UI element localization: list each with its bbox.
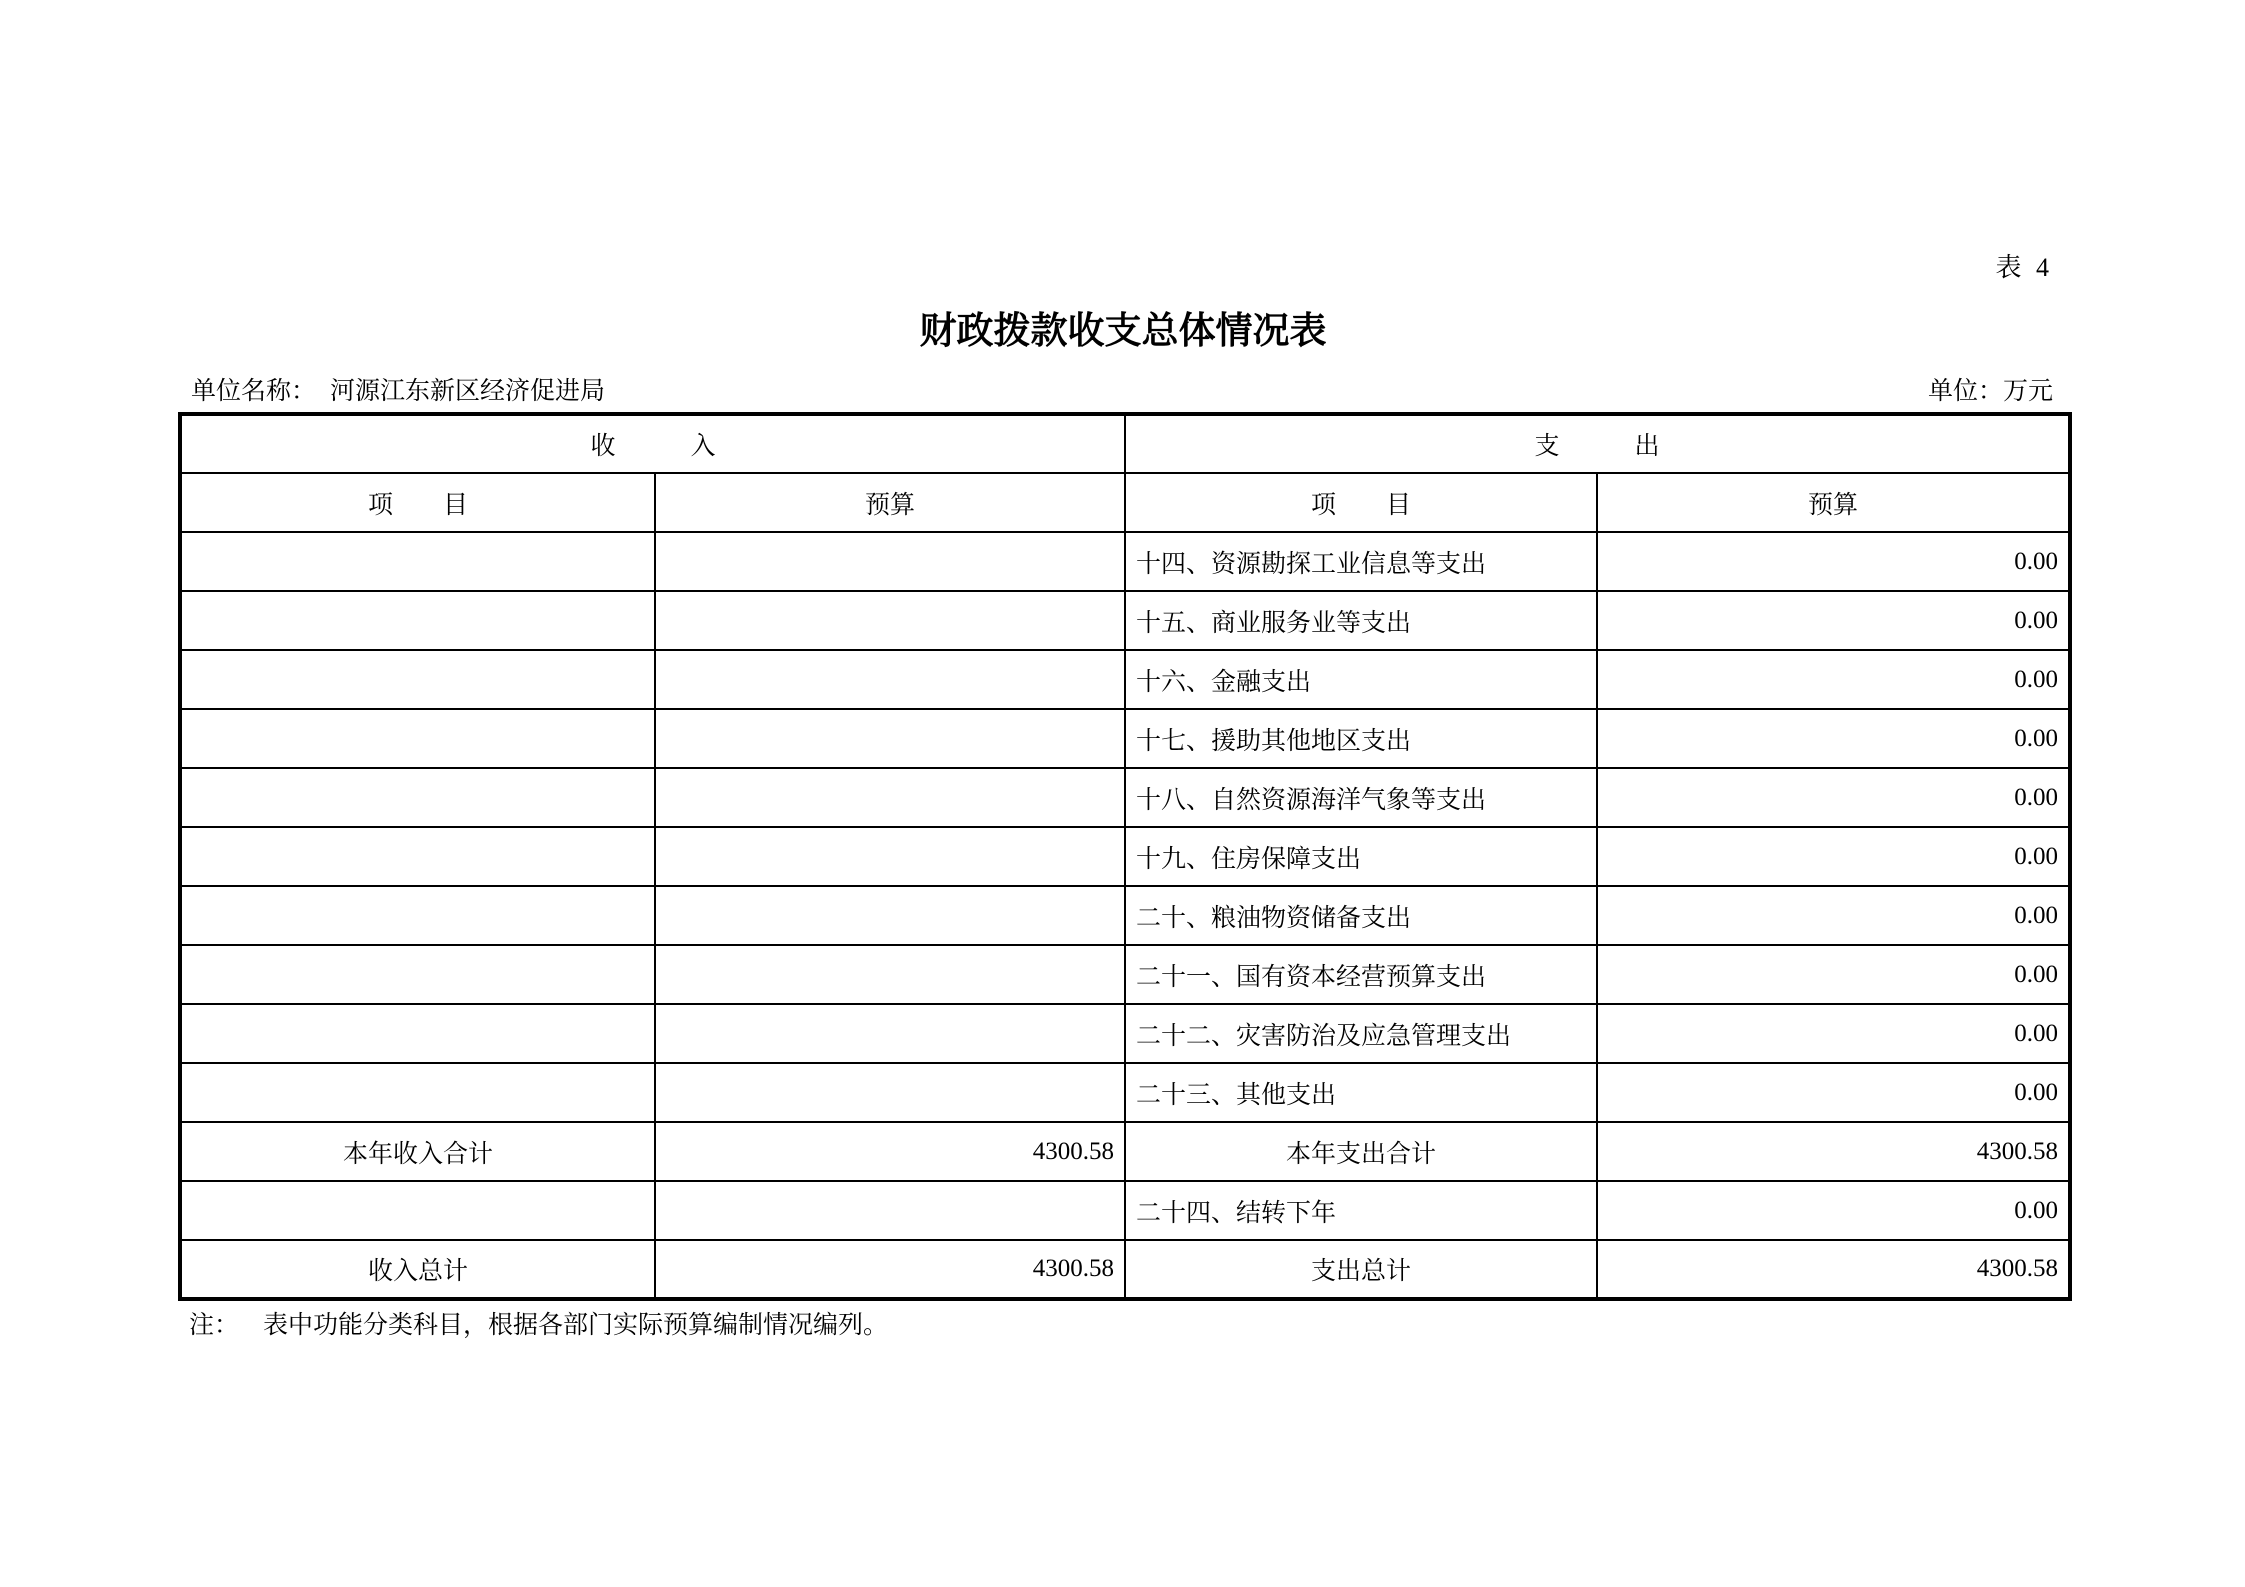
income-item-cell: [180, 945, 655, 1004]
expense-budget-cell: 0.00: [1597, 768, 2070, 827]
income-item-cell: [180, 532, 655, 591]
table-row: [180, 1004, 2070, 1063]
expense-grand-total-label: 支出总计: [1125, 1240, 1597, 1299]
expense-budget-cell: 0.00: [1597, 945, 2070, 1004]
income-budget-cell: [655, 886, 1125, 945]
expense-item-cell: 十七、援助其他地区支出: [1125, 709, 1597, 768]
expense-item-cell: 十四、资源勘探工业信息等支出: [1125, 532, 1597, 591]
income-total-value: 4300.58: [655, 1122, 1125, 1181]
expense-section-header: 支 出: [1125, 414, 2070, 473]
expense-budget-cell: 0.00: [1597, 827, 2070, 886]
income-item-header: 项 目: [180, 473, 655, 532]
table-row: [180, 827, 2070, 886]
income-budget-cell: [655, 591, 1125, 650]
expense-item-cell: 二十一、国有资本经营预算支出: [1125, 945, 1597, 1004]
income-budget-cell: [655, 650, 1125, 709]
expense-budget-cell: 0.00: [1597, 709, 2070, 768]
income-budget-cell: [655, 709, 1125, 768]
table-row: [180, 532, 2070, 591]
expense-item-cell: 二十、粮油物资储备支出: [1125, 886, 1597, 945]
carryover-value-cell: 0.00: [1597, 1181, 2070, 1240]
expense-budget-cell: 0.00: [1597, 591, 2070, 650]
expense-budget-header: 预算: [1597, 473, 2070, 532]
footnote-text: 表中功能分类科目，根据各部门实际预算编制情况编列。: [263, 1312, 889, 1339]
footnote: [189, 1305, 888, 1341]
income-budget-header: 预算: [655, 473, 1125, 532]
expense-item-cell: 二十三、其他支出: [1125, 1063, 1597, 1122]
carryover-row: [180, 1181, 2070, 1240]
expense-total-value: 4300.58: [1597, 1122, 2070, 1181]
income-item-cell: [180, 886, 655, 945]
grand-total-row: [180, 1240, 2070, 1299]
income-budget-cell: [655, 1181, 1125, 1240]
expense-budget-cell: 0.00: [1597, 886, 2070, 945]
income-item-cell: [180, 1004, 655, 1063]
expense-total-label: 本年支出合计: [1125, 1122, 1597, 1181]
unit-name-value: 河源江东新区经济促进局: [330, 378, 606, 405]
meta-row: [191, 371, 2053, 407]
expense-item-header: 项 目: [1125, 473, 1597, 532]
income-budget-cell: [655, 945, 1125, 1004]
income-section-header: 收 入: [180, 414, 1125, 473]
income-item-cell: [180, 1181, 655, 1240]
expense-item-cell: 十九、住房保障支出: [1125, 827, 1597, 886]
table-header-row-2: [180, 473, 2070, 532]
income-budget-cell: [655, 768, 1125, 827]
income-grand-total-label: 收入总计: [180, 1240, 655, 1299]
income-budget-cell: [655, 1063, 1125, 1122]
footnote-label: 注：: [189, 1312, 240, 1339]
annual-total-row: [180, 1122, 2070, 1181]
table-header-row-1: [180, 414, 2070, 473]
expense-item-cell: 二十二、灾害防治及应急管理支出: [1125, 1004, 1597, 1063]
expense-item-cell: 十五、商业服务业等支出: [1125, 591, 1597, 650]
income-item-cell: [180, 709, 655, 768]
expense-item-cell: 十六、金融支出: [1125, 650, 1597, 709]
table-number-tag: 表 4: [1995, 253, 2053, 282]
table-row: [180, 709, 2070, 768]
income-total-label: 本年收入合计: [180, 1122, 655, 1181]
expense-budget-cell: 0.00: [1597, 532, 2070, 591]
table-row: [180, 650, 2070, 709]
income-budget-cell: [655, 827, 1125, 886]
table-row: [180, 1063, 2070, 1122]
unit-name: [191, 371, 605, 407]
income-item-cell: [180, 768, 655, 827]
unit-name-label: 单位名称：: [191, 378, 317, 405]
income-budget-cell: [655, 532, 1125, 591]
page-title: 财政拨款收支总体情况表: [919, 310, 1327, 351]
expense-budget-cell: 0.00: [1597, 1063, 2070, 1122]
income-grand-total-value: 4300.58: [655, 1240, 1125, 1299]
currency-unit-label: 单位：万元: [1927, 378, 2053, 405]
expense-budget-cell: 0.00: [1597, 1004, 2070, 1063]
expense-item-cell: 十八、自然资源海洋气象等支出: [1125, 768, 1597, 827]
table-row: [180, 768, 2070, 827]
table-row: [180, 591, 2070, 650]
income-item-cell: [180, 827, 655, 886]
expense-budget-cell: 0.00: [1597, 650, 2070, 709]
carryover-item-cell: 二十四、结转下年: [1125, 1181, 1597, 1240]
expense-grand-total-value: 4300.58: [1597, 1240, 2070, 1299]
table-row: [180, 886, 2070, 945]
table-row: [180, 945, 2070, 1004]
budget-table: [178, 412, 2072, 1301]
income-item-cell: [180, 1063, 655, 1122]
income-budget-cell: [655, 1004, 1125, 1063]
income-item-cell: [180, 650, 655, 709]
income-item-cell: [180, 591, 655, 650]
